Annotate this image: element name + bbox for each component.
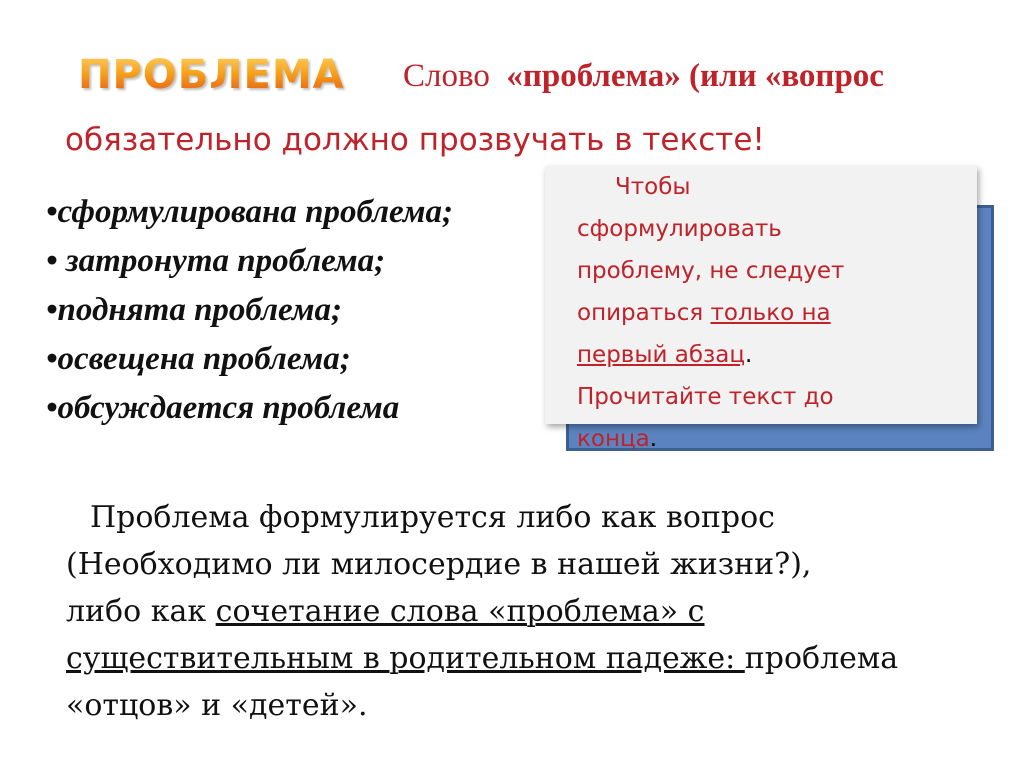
bullet-item: •обсуждается проблема [46,390,400,426]
note-period: . [745,342,753,368]
intro-bold: «проблема» (или «вопрос [506,58,884,94]
note-underlined: первый абзац [577,342,746,368]
para-line: (Необходимо ли милосердие в нашей жизни?), [66,547,812,582]
para-line: «отцов» и «детей». [66,688,368,723]
para-text: либо как [66,594,216,629]
note-line: проблему, не следует [577,258,845,284]
note-period: . [649,426,658,452]
para-line: Проблема формулируется либо как вопрос [90,500,775,535]
note-line [577,292,977,334]
bullet-item: • затронута проблема; [46,243,386,279]
note-text: опираться [577,300,711,326]
intro-lead: Слово [403,58,490,94]
intro-first-line [403,58,884,95]
note-line: сформулировать [577,216,782,242]
explanation-paragraph [66,494,986,729]
note-line [577,418,977,460]
intro-second-line: обязательно должно прозвучать в тексте! [65,122,765,158]
note-line [577,334,977,376]
para-underlined: сочетание слова «проблема» с [215,594,705,629]
para-line [66,635,986,682]
para-line [66,588,986,635]
bullet-item: •сформулирована проблема; [46,194,453,230]
para-underlined: существительным в родительном падеже: [66,641,745,676]
note-box [545,166,977,452]
note-underlined: только на [710,300,831,326]
note-line: Прочитайте текст до [577,384,834,410]
slide-title: ПРОБЛЕМА [78,52,345,98]
note-line: Чтобы [615,174,691,200]
para-text: проблема [744,641,899,676]
bullet-list [46,188,453,433]
bullet-item: •освещена проблема; [46,341,351,377]
bullet-item: •поднята проблема; [46,292,342,328]
note-text: конца [577,426,650,452]
